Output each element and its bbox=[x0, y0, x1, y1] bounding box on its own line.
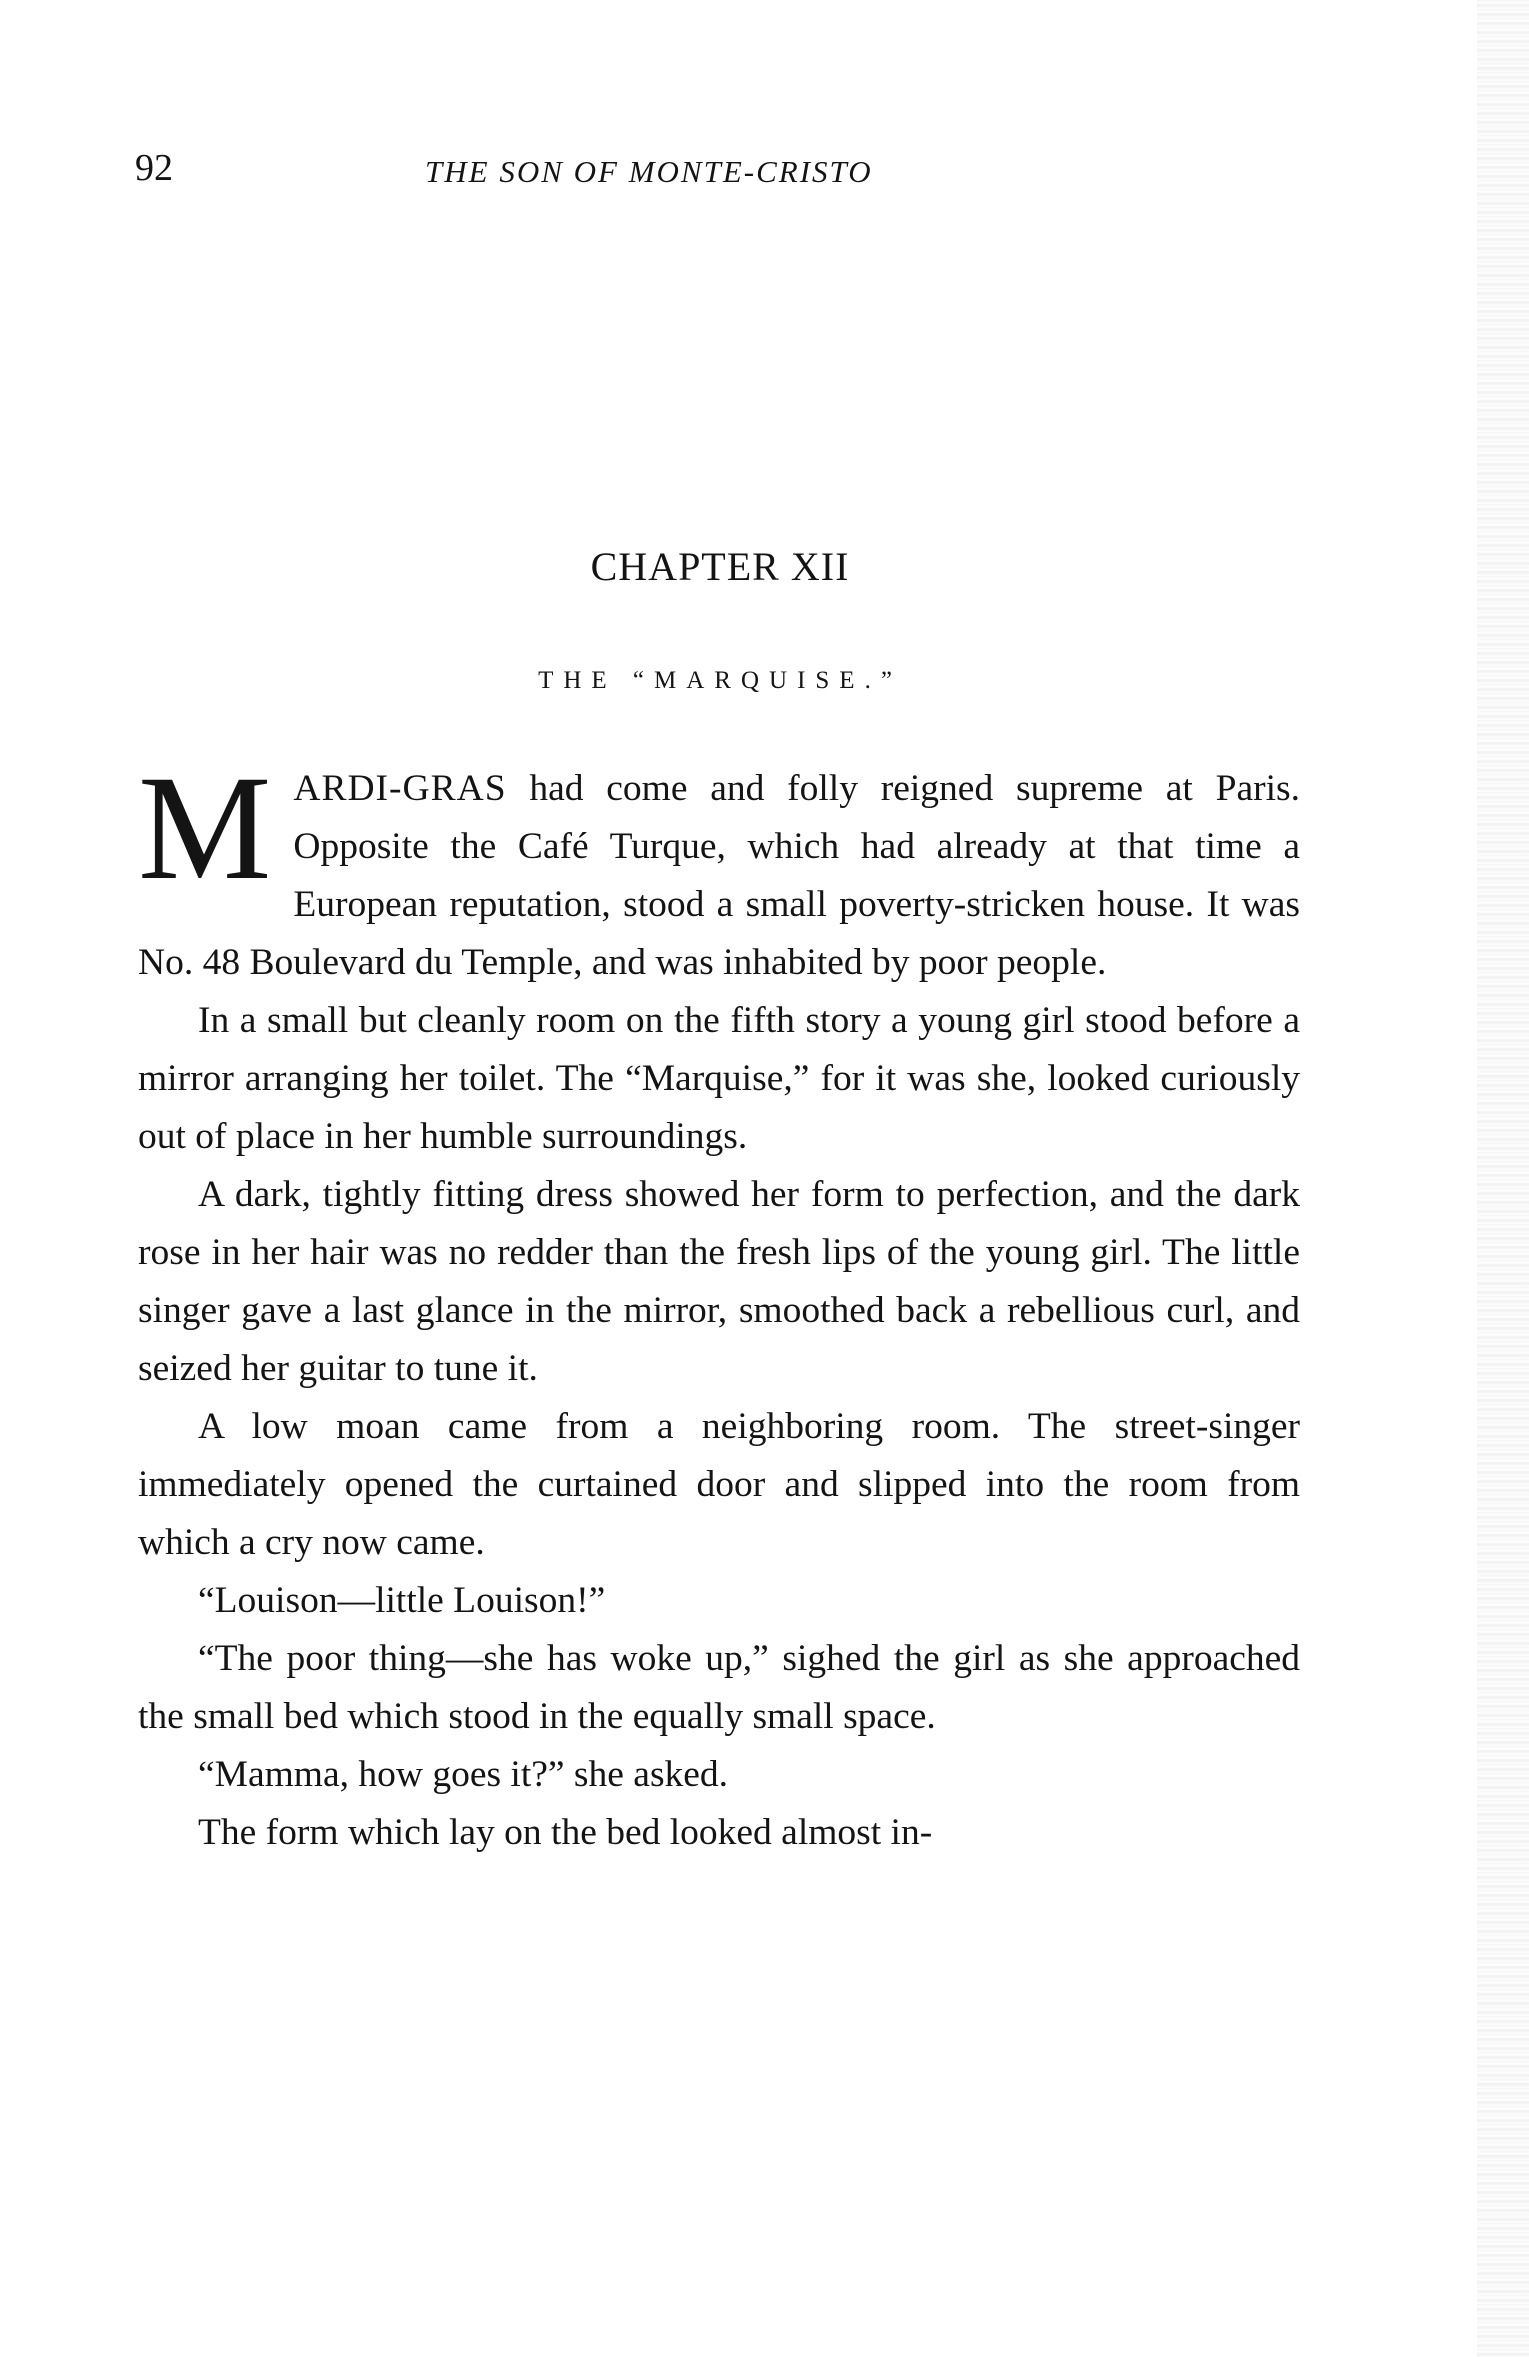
running-head bbox=[135, 148, 1310, 208]
body-text bbox=[138, 745, 1300, 1862]
paragraph-1-text: had come and folly reigned supreme at Paris. Opposite the Café Turque, which had already at that time a European reputation, stood a small poverty-stricken house. It was No. 48 Boulevard du Temple, and was inhabited by poor people. bbox=[138, 768, 1300, 983]
drop-cap: M bbox=[138, 745, 272, 911]
chapter-number: CHAPTER XII bbox=[590, 544, 850, 589]
paragraph-8: The form which lay on the bed looked almost in- bbox=[198, 1812, 933, 1853]
paragraph-1 bbox=[138, 745, 1300, 992]
paragraph-3: A dark, tightly fitting dress showed her form to perfection, and the dark rose in her hair was no redder than the fresh lips of the young girl. The little singer gave a last glance in the mirror, smoothed back a rebellious curl, and seized her guitar to tune it. bbox=[138, 1174, 1300, 1389]
paragraph-4: A low moan came from a neighboring room. The street-singer immediately opened the curtained door and slipped into the room from which a cry now came. bbox=[138, 1406, 1300, 1563]
running-title: THE SON OF MONTE-CRISTO bbox=[425, 154, 873, 189]
paragraph-2: In a small but cleanly room on the fifth story a young girl stood before a mirror arranging her toilet. The “Marquise,” for it was she, looked curiously out of place in her humble surroundings. bbox=[138, 1000, 1300, 1157]
lead-caps: ARDI-GRAS bbox=[293, 768, 507, 809]
paragraph-6: “The poor thing—she has woke up,” sighed the girl as she approached the small bed which stood in the equally small space. bbox=[138, 1638, 1300, 1737]
chapter-title: THE “MARQUISE.” bbox=[538, 667, 902, 694]
paragraph-5: “Louison—little Louison!” bbox=[198, 1580, 606, 1621]
scan-edge-shadow bbox=[1477, 0, 1529, 2357]
page-number: 92 bbox=[135, 147, 173, 189]
paragraph-7: “Mamma, how goes it?” she asked. bbox=[198, 1754, 729, 1795]
